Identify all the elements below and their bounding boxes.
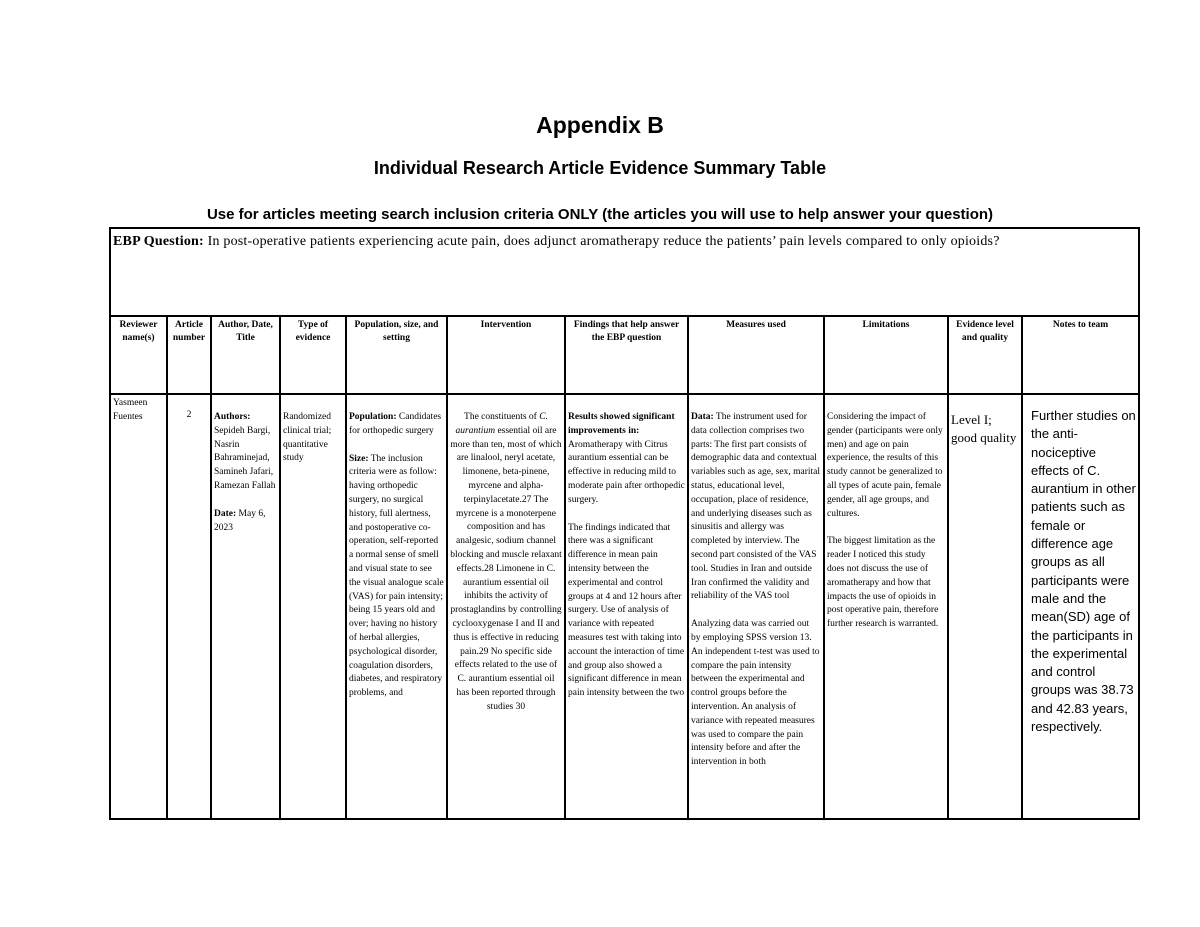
cell-evidence-level: Level I; good quality	[948, 394, 1022, 819]
table-header-row	[110, 316, 1139, 394]
column-header-evidence-type: Type of evidence	[280, 316, 346, 394]
date-text: May 6, 2023	[214, 508, 266, 533]
column-header-intervention: Intervention	[447, 316, 565, 394]
cell-findings	[565, 394, 688, 819]
measures-label: Data:	[691, 412, 714, 422]
column-header-article-number: Article number	[167, 316, 211, 394]
page-title: Appendix B	[536, 112, 664, 138]
cell-intervention	[447, 394, 565, 819]
column-header-author: Author, Date, Title	[211, 316, 280, 394]
authors-label: Authors:	[214, 412, 251, 422]
measures-text-2: Analyzing data was carried out by employing SPSS version 13. An independent t-test was used to compare the pain intensity between the experimental and control groups before the intervention. An analysis of variance with repeated measures was used to compare the pain intensity before and after the intervention in both	[691, 619, 820, 768]
ebp-question-text: In post-operative patients experiencing acute pain, does adjunct aromatherapy reduce the patients’ pain levels compared to only opioids?	[207, 234, 1000, 249]
evidence-summary-table	[109, 227, 1140, 820]
intervention-post: essential oil are more than ten, most of which are linalool, neryl acetate, limonene, beta-pinene, myrcene and alpha-terpinylacetate.27 The myrcene is a monoterpene composition and has analgesic, sodium channel blocking and muscle relaxant effects.28 Limonene in C. aurantium essential oil inhibits the activity of prostaglandins by controlling cyclooxygenase I and II and thus is effective in reducing pain.29 No specific side effects related to the use of C. aurantium essential oil has been reported through studies 30	[450, 425, 562, 712]
column-header-measures: Measures used	[688, 316, 824, 394]
instruction-text: Use for articles meeting search inclusion criteria ONLY (the articles you will use to help answer your question)	[206, 206, 994, 223]
size-text: The inclusion criteria were as follow: having orthopedic surgery, no surgical history, full alertness, and postoperative co-operation, self-reported a normal sense of smell and visual state to see the visual analogue scale (VAS) for pain intensity; being 15 years old and over; having no history of herbal allergies, psychological disorder, coagulation disorders, diabetes, and respiratory problems, and	[349, 453, 444, 699]
column-header-findings: Findings that help answer the EBP question	[565, 316, 688, 394]
column-header-limitations: Limitations	[824, 316, 948, 394]
cell-evidence-type: Randomized clinical trial; quantitative study	[280, 394, 346, 819]
ebp-question-cell	[110, 228, 1139, 316]
date-label: Date:	[214, 508, 237, 519]
cell-population	[346, 394, 447, 819]
limitations-text-2: The biggest limitation as the reader I noticed this study does not discuss the use of aromatherapy and how that impacts the use of opioids in post operative pain, therefore further research is warranted.	[827, 536, 939, 630]
cell-article-number: 2	[167, 394, 211, 819]
size-label: Size:	[349, 453, 369, 464]
cell-author	[211, 394, 280, 819]
findings-text-2: The findings indicated that there was a significant difference in mean pain intensity between the experimental and control groups at 4 and 12 hours after surgery. Use of analysis of variance with repeated measures test with taking into account the interaction of time and group also showed a significant difference in mean pain intensity between the two	[568, 522, 685, 699]
column-header-evidence-level: Evidence level and quality	[948, 316, 1022, 394]
cell-reviewer: Yasmeen Fuentes	[110, 394, 167, 819]
findings-label: Results showed significant improvements in:	[568, 412, 675, 436]
table-row	[110, 394, 1139, 819]
limitations-text-1: Considering the impact of gender (participants were only men) and age on pain experience, the results of this study cannot be generalized to all types of acute pain, female gender, all age groups, and cultures.	[827, 412, 943, 519]
authors-text: Sepideh Bargi, Nasrin Bahraminejad, Samineh Jafari, Ramezan Fallah	[214, 425, 276, 491]
findings-text-1: Aromatherapy with Citrus aurantium essential can be effective in reducing mild to moderate pain after orthopedic surgery.	[568, 439, 685, 505]
page-subtitle: Individual Research Article Evidence Summary Table	[373, 158, 827, 178]
column-header-notes: Notes to team	[1022, 316, 1139, 394]
population-label: Population:	[349, 412, 397, 422]
cell-limitations	[824, 394, 948, 819]
column-header-population: Population, size, and setting	[346, 316, 447, 394]
ebp-question-label: EBP Question:	[113, 234, 204, 249]
cell-notes: Further studies on the anti-nociceptive effects of C. aurantium in other patients such as female or difference age groups as all participants were male and the mean(SD) age of the participants in the experimental and control groups was 38.73 and 42.83 years, respectively.	[1022, 394, 1139, 819]
column-header-reviewer: Reviewer name(s)	[110, 316, 167, 394]
measures-text-1: The instrument used for data collection comprises two parts: The first part consists of demographic data and contextual variables such as age, sex, marital status, educational level, occupation, place of residence, and underlying diseases such as sinusitis and allergy was completed by interview. The second part consisted of the VAS tool. Studies in Iran and outside Iran confirmed the validity and reliability of the VAS tool	[691, 412, 820, 602]
intervention-pre: The constituents of	[464, 412, 537, 422]
cell-measures	[688, 394, 824, 819]
population-text: Candidates for orthopedic surgery	[349, 412, 442, 436]
intervention-species: C. aurantium	[455, 412, 548, 436]
